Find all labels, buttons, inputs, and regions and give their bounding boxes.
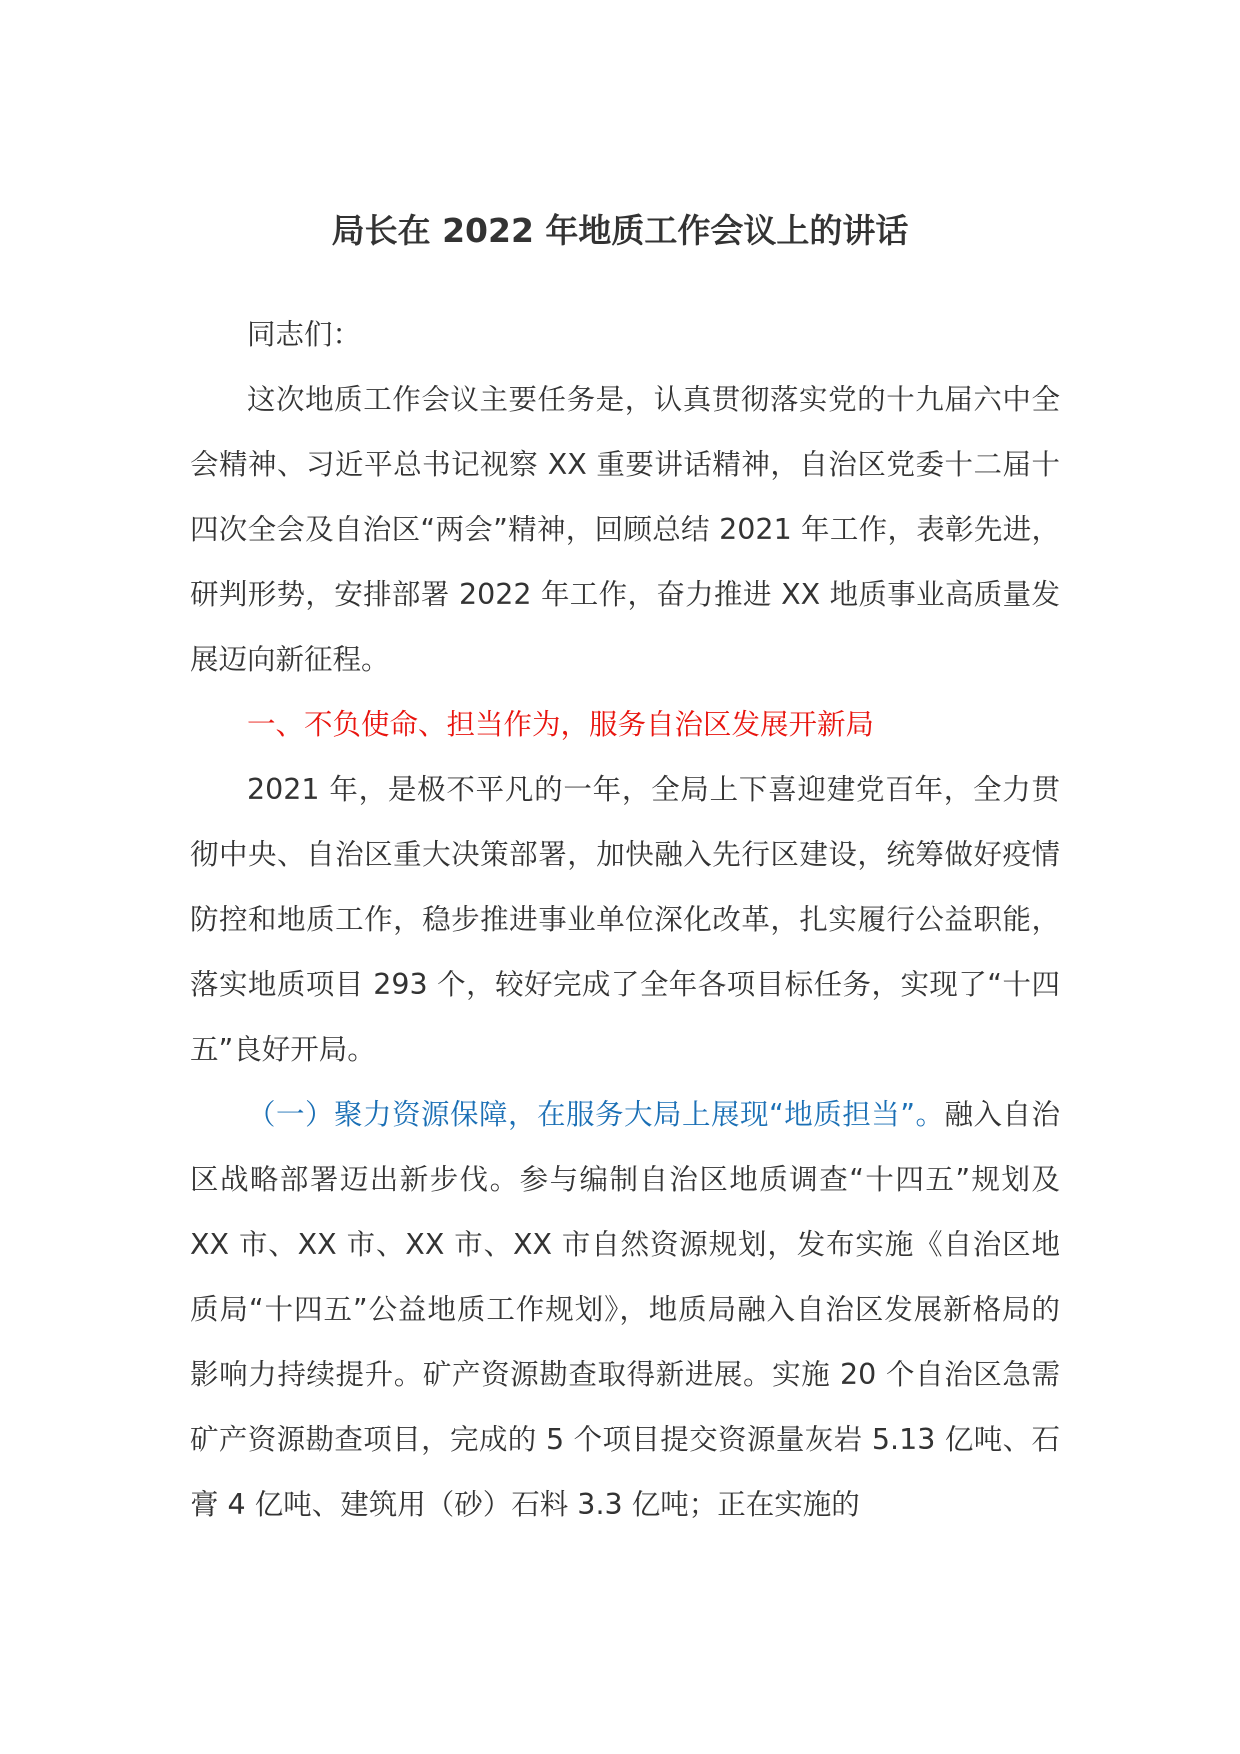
subsection-1-text: 融入自治区战略部署迈出新步伐。参与编制自治区地质调查“十四五”规划及 XX 市、XX 市、XX 市、XX 市自然资源规划，发布实施《自治区地质局“十四五”公益地质工作规划》，地质局融入自治区发展新格局的影响力持续提升。矿产资源勘查取得新进展。实施 20 个自治区急需矿产资源勘查项目，完成的 5 个项目提交资源量灰岩 5.13 亿吨、石膏 4 亿吨、建筑用（砂）石料 3.3 亿吨；正在实施的: [190, 1098, 1060, 1521]
subsection-heading-1: （一）聚力资源保障，在服务大局上展现“地质担当”。: [247, 1098, 945, 1131]
paragraph-subsection-1: [190, 1082, 1060, 1537]
paragraph-intro: 这次地质工作会议主要任务是，认真贯彻落实党的十九届六中全会精神、习近平总书记视察 XX 重要讲话精神，自治区党委十二届十四次全会及自治区“两会”精神，回顾总结 2021 年工作，表彰先进，研判形势，安排部署 2022 年工作，奋力推进 XX 地质事业高质量发展迈向新征程。: [190, 383, 1060, 676]
salutation: 同志们：: [247, 318, 362, 351]
paragraph-2021-summary: 2021 年，是极不平凡的一年，全局上下喜迎建党百年，全力贯彻中央、自治区重大决策部署，加快融入先行区建设，统筹做好疫情防控和地质工作，稳步推进事业单位深化改革，扎实履行公益职能，落实地质项目 293 个，较好完成了全年各项目标任务，实现了“十四五”良好开局。: [190, 773, 1060, 1066]
document-title: 局长在 2022 年地质工作会议上的讲话: [331, 211, 909, 250]
document-body: [190, 302, 1060, 1537]
section-heading-1: 一、不负使命、担当作为，服务自治区发展开新局: [247, 708, 875, 741]
